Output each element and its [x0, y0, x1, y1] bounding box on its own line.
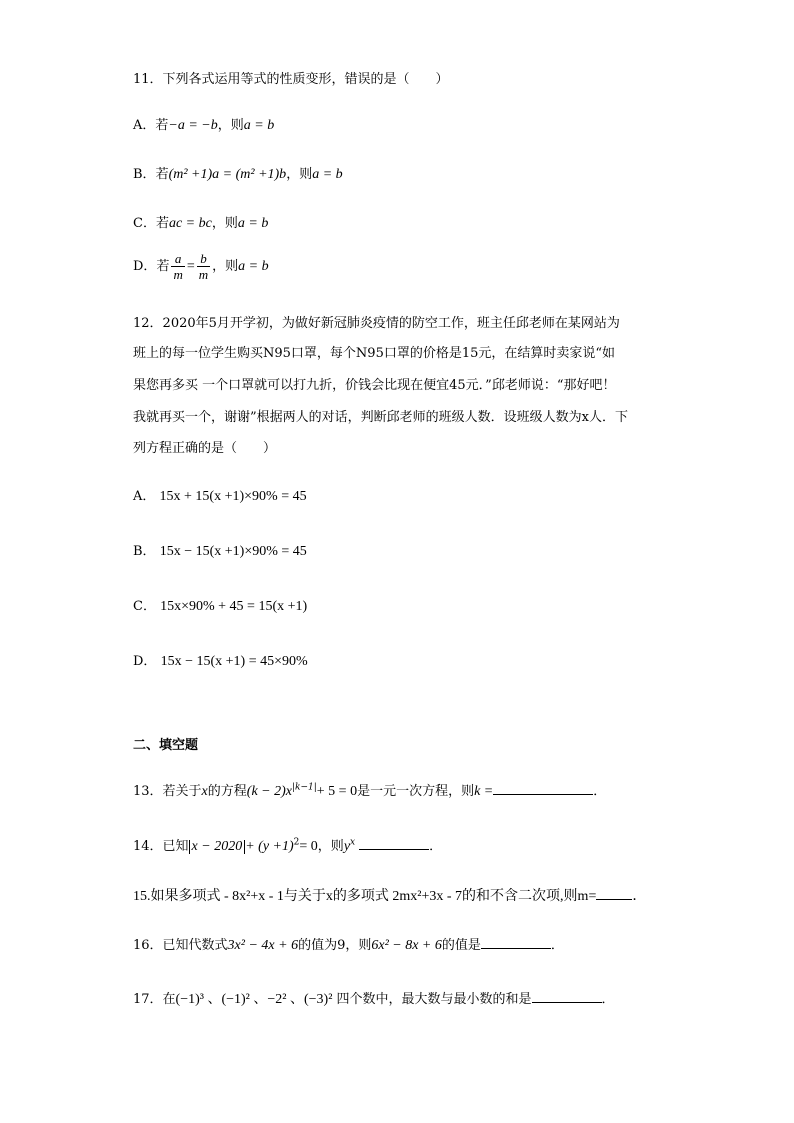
option-text-ze: 则	[224, 216, 238, 231]
question-16	[133, 934, 564, 954]
question-17	[133, 988, 615, 1008]
math-expression: (m² +1)a = (m² +1)b	[168, 167, 287, 182]
option-label: A．	[133, 489, 156, 504]
answer-blank[interactable]	[596, 887, 632, 900]
question-12-option-b[interactable]	[133, 540, 307, 560]
question-15	[133, 885, 646, 905]
option-text-ruo: 若	[156, 259, 170, 274]
question-text: 15.如果多项式 - 8x²+x - 1与关于x的多项式 2mx²+3x - 7的和不含二次项,则m=	[133, 889, 597, 904]
question-11-option-d[interactable]	[133, 251, 269, 282]
option-text-ruo: 若	[155, 118, 169, 133]
fraction	[197, 251, 210, 282]
math-expression: a = b	[312, 167, 343, 182]
math-expression: 15x + 15(x +1)×90% = 45	[159, 489, 307, 504]
math-expression: 15x − 15(x +1) = 45×90%	[160, 654, 308, 669]
question-12-line-2: 班上的每一位学生购买N95口罩，每个N95口罩的价格是15元，在结算时卖家说“如	[133, 346, 616, 361]
math-variable: x	[201, 784, 208, 799]
option-label: C．	[133, 599, 156, 614]
question-text: 16．已知代数式	[133, 938, 228, 953]
fraction	[171, 251, 184, 282]
question-text: 的方程	[207, 784, 247, 799]
question-text: 的值是	[441, 938, 481, 953]
question-text: 14．已知	[133, 839, 189, 854]
option-label: D．	[133, 654, 157, 669]
math-expression: 3x² − 4x + 6	[227, 938, 299, 953]
option-label: B．	[133, 544, 156, 559]
math-variable: y	[343, 839, 351, 854]
math-expression: a = b	[243, 118, 275, 133]
absolute-value: x − 2020	[189, 840, 246, 854]
answer-blank[interactable]	[493, 782, 593, 795]
exponent: x	[350, 837, 356, 848]
question-12-option-c[interactable]	[133, 595, 307, 615]
period: ．	[429, 839, 443, 854]
period: ．	[601, 992, 615, 1007]
option-text-ze: 则	[230, 118, 244, 133]
question-11-stem: 11．下列各式运用等式的性质变形，错误的是（ ）	[133, 72, 449, 87]
question-12-line-3: 果您再多买 一个口罩就可以打九折，价钱会比现在便宜45元．”邱老师说：“那好吧！	[133, 378, 616, 393]
equals-sign: =	[186, 259, 195, 274]
fraction-numerator: b	[197, 251, 210, 267]
question-text: 13．若关于	[133, 784, 202, 799]
exponent: |k−1|	[291, 782, 317, 793]
fraction-denominator: m	[198, 267, 209, 282]
question-text: 是一元一次方程，则	[357, 784, 475, 799]
option-label: D．	[133, 259, 157, 274]
question-text: ，则	[317, 839, 344, 854]
question-11-option-a[interactable]	[133, 114, 274, 134]
math-expression: a = b	[238, 259, 269, 274]
period: ．	[550, 938, 564, 953]
math-expression: (k − 2)x	[246, 784, 292, 799]
math-expression: 6x² − 8x + 6	[371, 938, 442, 953]
period: ．	[593, 784, 607, 799]
option-text-ze: 则	[299, 167, 313, 182]
fraction-numerator: a	[171, 251, 184, 267]
answer-blank[interactable]	[481, 936, 551, 949]
section-title: 二、填空题	[133, 738, 199, 753]
option-text-ruo: 若	[155, 216, 169, 231]
math-expression: ac = bc	[168, 216, 212, 231]
comma: ，	[286, 167, 300, 182]
math-expression: + (y +1)	[245, 839, 294, 854]
question-text: 四个数中，最大数与最小数的和是	[332, 992, 532, 1007]
comma: ，	[212, 259, 226, 274]
math-expression: = 0	[299, 839, 318, 854]
question-14	[133, 835, 442, 855]
question-12-line-5: 列方程正确的是（ ）	[133, 441, 277, 456]
option-label: C．	[133, 216, 156, 231]
answer-blank[interactable]	[359, 837, 429, 850]
answer-blank[interactable]	[532, 990, 602, 1003]
math-expression: 15x − 15(x +1)×90% = 45	[159, 544, 307, 559]
question-13	[133, 780, 606, 800]
math-expression: −a = −b	[168, 118, 218, 133]
option-text-ruo: 若	[155, 167, 169, 182]
option-text-ze: 则	[225, 259, 239, 274]
comma: ，	[211, 216, 225, 231]
fraction-denominator: m	[173, 267, 183, 282]
option-label: A．	[133, 118, 156, 133]
question-11-option-c[interactable]	[133, 212, 268, 232]
math-expression: (−1)³ 、(−1)² 、−2² 、(−3)²	[175, 992, 333, 1007]
question-text: 的值为9，则	[298, 938, 372, 953]
math-expression: k =	[474, 784, 494, 799]
period: ．	[632, 889, 647, 904]
exponent: 2	[293, 837, 300, 848]
question-12-line-4: 我就再买一个，谢谢”根据两人的对话，判断邱老师的班级人数．设班级人数为x人．下	[133, 410, 628, 425]
question-12-line-1: 12．2020年5月开学初，为做好新冠肺炎疫情的防空工作，班主任邱老师在某网站为	[133, 316, 620, 331]
math-expression: + 5 = 0	[316, 784, 358, 799]
option-label: B．	[133, 167, 156, 182]
math-expression: a = b	[237, 216, 269, 231]
math-expression: 15x×90% + 45 = 15(x +1)	[160, 599, 308, 614]
comma: ，	[217, 118, 231, 133]
question-12-option-a[interactable]	[133, 485, 307, 505]
question-text: 17．在	[133, 992, 176, 1007]
question-12-option-d[interactable]	[133, 650, 308, 670]
question-11-option-b[interactable]	[133, 163, 343, 183]
